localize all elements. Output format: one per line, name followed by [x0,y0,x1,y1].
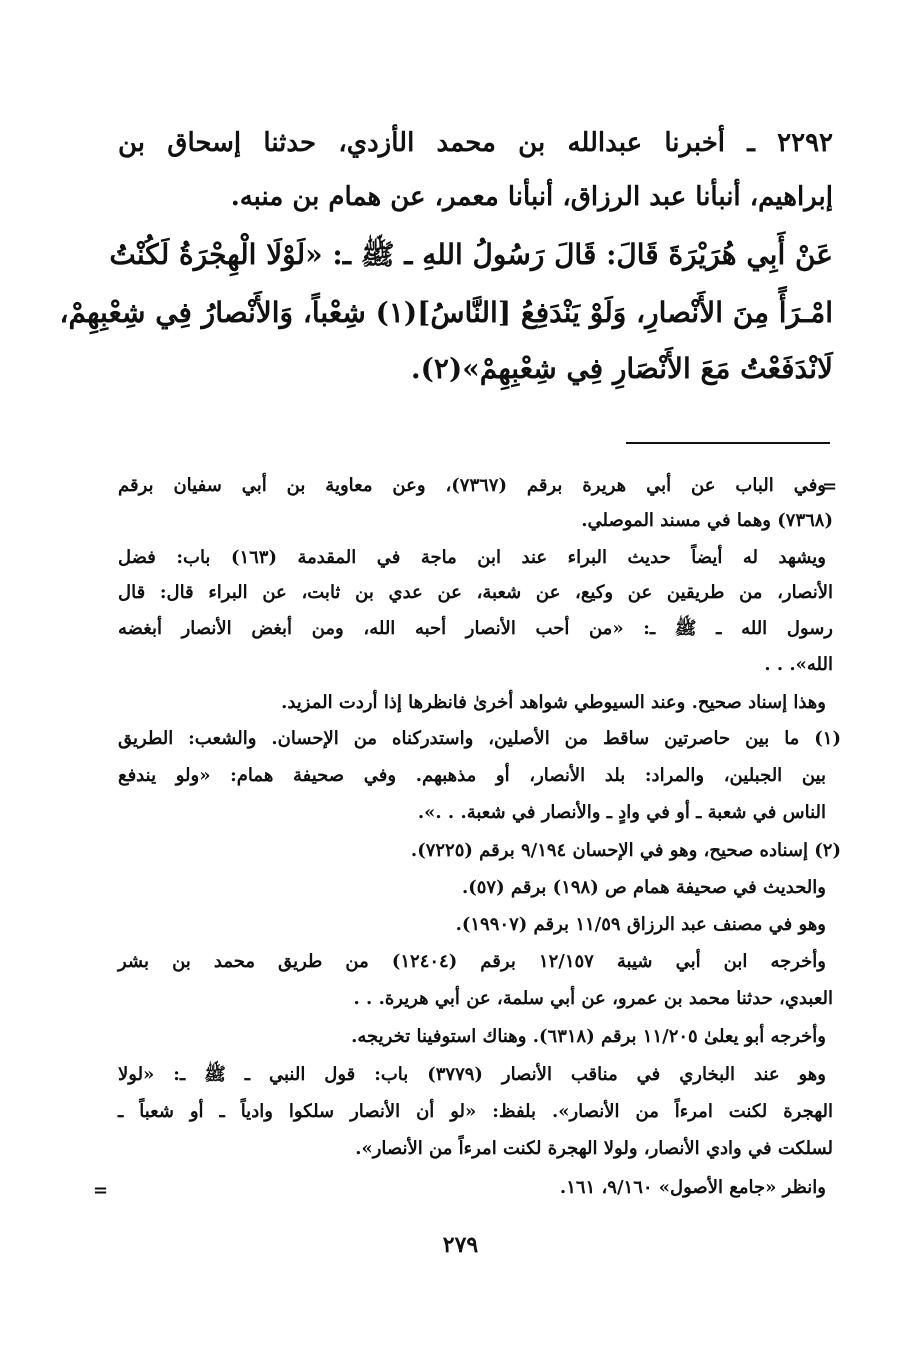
footnote-line: رسول الله ـ ﷺ ـ: «من أحب الأنصار أحبه الله، ومن أبغض الأنصار أبغضه [118,618,833,639]
footnote-1-line: بين الجبلين، والمراد: بلد الأنصار، أو مذهبهم. وفي صحيفة همام: «ولو يندفع [118,765,826,786]
isnad-line-2: إبراهيم، أنبأنا عبد الرزاق، أنبأنا معمر، عن همام بن منبه. [230,182,833,212]
footnote-2-line: والحديث في صحيفة همام ص (١٩٨) برقم (٥٧). [461,877,826,898]
hadith-line-1: عَنْ أَبِي هُرَيْرَةَ قَالَ: قَالَ رَسُولُ اللهِ ـ ﷺ ـ: «لَوْلَا الْهِجْرَةُ لَكُنْتُ [109,238,833,271]
footnote-2-line: وانظر «جامع الأصول» ٩/١٦٠، ١٦١. [559,1177,826,1198]
hadith-line-3: لَانْدَفَعْتُ مَعَ الأَنْصَارِ فِي شِعْبِهِمْ»(٢). [410,352,833,385]
footnote-line: وفي الباب عن أبي هريرة برقم (٧٣٦٧)، وعن معاوية بن أبي سفيان برقم [118,475,827,496]
hadith-line-2: امْـرَأً مِنَ الأَنْصارِ، وَلَوْ يَنْدَفِعُ [النَّاسُ](١) شِعْباً، وَالأَنْصارُ فِي شِعْبِهِمْ، [59,296,833,329]
footnote-line: (٧٣٦٨) وهما في مسند الموصلي. [581,510,833,531]
continuation-mark: = [822,476,838,497]
footnote-line: وهذا إسناد صحيح. وعند السيوطي شواهد أخرىٰ فانظرها إذا أردت المزيد. [281,692,826,713]
footnote-1-line: (١) ما بين حاصرتين ساقط من الأصلين، واستدركناه من الإحسان. والشعب: الطريق [118,728,841,749]
footnote-line: الأنصار، من طريقين عن وكيع، عن شعبة، عن عدي بن ثابت، عن البراء قال: قال [118,582,833,603]
end-mark: = [93,1180,109,1201]
footnote-2-line: الهجرة لكنت امرءاً من الأنصار». بلفظ: «لو أن الأنصار سلكوا وادياً ـ أو شعباً ـ [118,1101,833,1122]
footnote-line: ويشهد له أيضاً حديث البراء عند ابن ماجة في المقدمة (١٦٣) باب: فضل [118,547,826,568]
footnote-2-line: لسلكت في وادي الأنصار، ولولا الهجرة لكنت امرءاً من الأنصار». [355,1138,833,1159]
footnote-line: الله». . . [764,654,833,675]
footnote-2-line: العبدي، حدثنا محمد بن عمرو، عن أبي سلمة، عن أبي هريرة. . . [353,988,833,1009]
footnote-2-line: وأخرجه أبو يعلىٰ ١١/٢٠٥ برقم (٦٣١٨). وهناك استوفينا تخريجه. [351,1026,826,1047]
footnote-1-line: الناس في شعبة ـ أو في وادٍ ـ والأنصار في شعبة. . .». [417,802,826,823]
footnote-2-line: وأخرجه ابن أبي شيبة ١٢/١٥٧ برقم (١٢٤٠٤) من طريق محمد بن بشر [118,951,826,972]
footnote-2-line: (٢) إسناده صحيح، وهو في الإحسان ٩/١٩٤ برقم (٧٢٢٥). [410,840,841,861]
page-number: ٢٧٩ [442,1232,479,1258]
footnote-2-line: وهو في مصنف عبد الرزاق ١١/٥٩ برقم (١٩٩٠٧). [455,914,826,935]
footnote-2-line: وهو عند البخاري في مناقب الأنصار (٣٧٧٩) باب: قول النبي ـ ﷺ ـ: «لولا [118,1064,826,1085]
isnad-line-1: ٢٢٩٢ ـ أخبرنا عبدالله بن محمد الأزدي، حدثنا إسحاق بن [118,128,833,158]
footnote-separator [626,442,830,444]
